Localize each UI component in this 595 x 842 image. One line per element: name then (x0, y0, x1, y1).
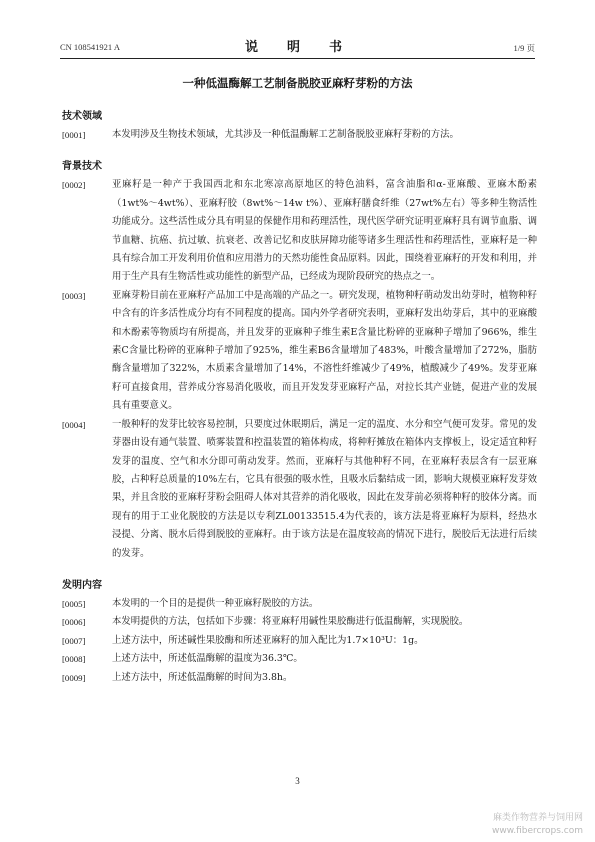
paragraph-text: 本发明的一个目的是提供一种亚麻籽脱胶的方法。 (112, 597, 319, 609)
document-title: 一种低温酶解工艺制备脱胶亚麻籽芽粉的方法 (182, 76, 413, 90)
paragraph-text: 亚麻籽是一种产于我国西北和东北寒凉高原地区的特色油料，富含油脂和α-亚麻酸、亚麻木酚素（1wt%～4wt%）、亚麻籽胶（8wt%～14w t%）、亚麻籽膳食纤维（27wt%左右）等多种生物活性功能成分。这些活性成分具有明显的保健作用和药理活性，现代医学研究证明亚麻籽具有调节血脂、调节血糖、抗癌、抗过敏、抗衰老、改善记忆和皮肤屏障功能等诸多生理活性和药理活性，亚麻籽是一种具有综合加工开发利用价值和应用潜力的天然功能性食品原料。因此，围绕着亚麻籽的开发和利用，并用于生产具有生物活性或功能性的新型产品，已经成为现阶段研究的热点之一。 (112, 179, 537, 283)
paragraph-text: 本发明涉及生物技术领域，尤其涉及一种低温酶解工艺制备脱胶亚麻籽芽粉的方法。 (112, 129, 459, 140)
paragraph-text: 一般种籽的发芽比较容易控制，只要度过休眠期后，满足一定的温度、水分和空气便可发芽。常见的发芽器由设有通气装置、喷雾装置和控温装置的箱体构成，将种籽摊放在箱体内支撑板上，设定适宜种籽发芽的温度、空气和水分即可萌动发芽。然而，亚麻籽与其他种籽不同，在亚麻籽表层含有一层亚麻胶，占种籽总质量的10%左右，它具有很强的吸水性，且吸水后黏结成一团，影响大规模亚麻籽发芽效果，并且含胶的亚麻籽芽粉会阻碍人体对其营养的消化吸收，因此在发芽前必须将种籽的胶体分离。而现有的用于工业化脱胶的方法是以专利ZL00133515.4为代表的，该方法是将亚麻籽为原料，经热水浸提、分离、脱水后得到脱胶的亚麻籽。由于该方法是在温度较高的情况下进行，脱胶后无法进行后续的发芽。 (112, 418, 537, 559)
section-heading-background: 背景技术 (62, 161, 102, 173)
patent-number: CN 108541921 A (60, 42, 120, 52)
section-heading-tech-field: 技术领域 (62, 111, 102, 122)
header-divider (60, 58, 535, 59)
paragraph-number: [0006] (62, 617, 86, 628)
section-heading-invention: 发明内容 (62, 579, 102, 591)
page-number: 3 (295, 776, 300, 786)
paragraph-text: 上述方法中，所述低温酶解的温度为36.3℃。 (112, 653, 303, 665)
paragraph-0001 (62, 126, 537, 144)
paragraph-0009 (62, 669, 537, 687)
watermark (492, 812, 583, 838)
document-type: 说 明 书 (244, 40, 350, 55)
paragraph-0005 (62, 595, 537, 613)
paragraph-number: [0005] (62, 598, 86, 609)
paragraph-number: [0004] (62, 419, 86, 430)
paragraph-text: 上述方法中，所述低温酶解的时间为3.8h。 (112, 671, 293, 683)
paragraph-0007 (62, 632, 537, 650)
paragraph-number: [0007] (62, 635, 86, 646)
page-header (60, 36, 535, 56)
paragraph-number: [0002] (62, 180, 86, 191)
paragraph-number: [0003] (62, 290, 86, 301)
paragraph-text: 本发明提供的方法，包括如下步骤：将亚麻籽用碱性果胶酶进行低温酶解，实现脱胶。 (112, 616, 469, 628)
document-body (62, 102, 537, 687)
watermark-url: www.fibercrops.com (492, 826, 583, 836)
page-indicator: 1/9 页 (513, 43, 535, 53)
watermark-site-name: 麻类作物营养与饲用网 (492, 813, 583, 823)
paragraph-0008 (62, 650, 537, 668)
paragraph-0004 (62, 416, 537, 563)
paragraph-0002 (62, 176, 537, 286)
paragraph-0003 (62, 287, 537, 416)
paragraph-text: 上述方法中，所述碱性果胶酶和所述亚麻籽的加入配比为1.7×10³U：1g。 (112, 634, 424, 646)
paragraph-text: 亚麻芽粉目前在亚麻籽产品加工中是高端的产品之一。研究发现，植物种籽萌动发出幼芽时，植物种籽中含有的许多活性成分均有不同程度的提高。国内外学者研究表明，亚麻籽发出幼芽后，其中的亚麻酸和木酚素等物质均有所提高，并且发芽的亚麻种子维生素E含量比粉碎的亚麻种子增加了966%，维生素C含量比粉碎的亚麻种子增加了925%，维生素B6含量增加了483%，叶酸含量增加了272%，脂肪酶含量增加了322%，木质素含量增加了14%，不溶性纤维减少了49%，植酸减少了49%。发芽亚麻籽可直接食用，营养成分容易消化吸收，而且开发发芽亚麻籽产品，对拉长其产业链，促进产业的发展具有重要意义。 (112, 289, 537, 412)
paragraph-number: [0008] (62, 654, 86, 665)
paragraph-number: [0001] (62, 130, 86, 140)
paragraph-number: [0009] (62, 672, 86, 683)
paragraph-0006 (62, 613, 537, 631)
